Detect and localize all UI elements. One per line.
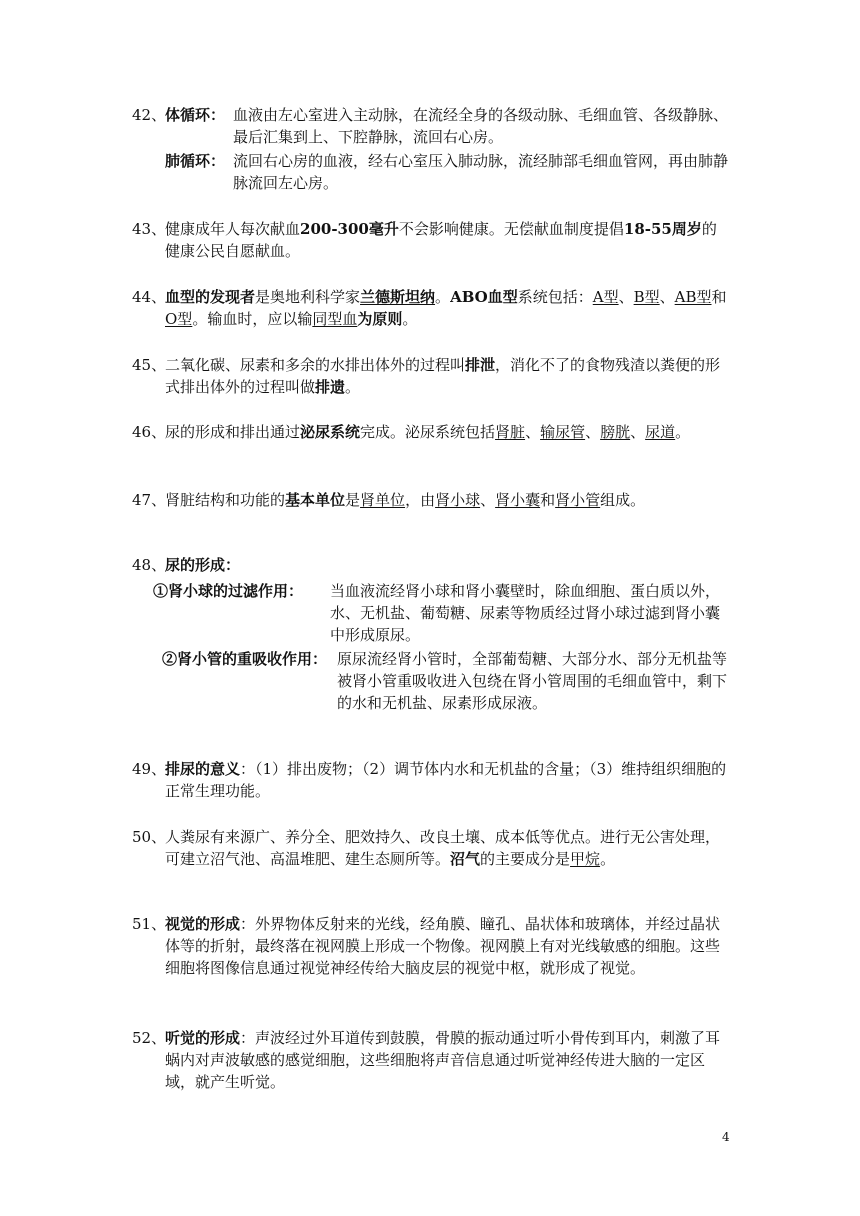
tubular-reabsorption-text: 原尿流经肾小管时，全部葡萄糖、大部分水、部分无机盐等被肾小管重吸收进入包绕在肾小管周围的毛细血管中，剩下的水和无机盐、尿素形成尿液。	[337, 650, 728, 712]
item-text	[165, 913, 731, 979]
item-number: 51、	[132, 915, 167, 933]
bold-term: 18-55周岁	[623, 220, 702, 238]
item-number: 47、	[132, 491, 167, 509]
item-number: 43、	[132, 220, 167, 238]
underlined-term: 尿道	[645, 423, 676, 441]
text-run: 、	[525, 423, 541, 441]
item-text	[165, 354, 731, 398]
underlined-term: 甲烷	[570, 850, 601, 868]
text-run: ：（1）排出废物；（2）调节体内水和无机盐的含量；（3）维持组织细胞的正常生理功能。	[165, 760, 727, 800]
underlined-term: 兰德斯坦纳	[360, 288, 436, 306]
text-run: 。	[600, 850, 616, 868]
underlined-term: 肾小球	[435, 491, 481, 509]
item-number: 42、	[132, 106, 167, 124]
text-run: 、	[480, 491, 496, 509]
bold-term: 排泄	[465, 356, 496, 374]
item-42	[133, 104, 733, 194]
item-number: 45、	[132, 356, 167, 374]
item-number: 48、	[132, 556, 167, 574]
text-run: ：外界物体反射来的光线，经角膜、瞳孔、晶状体和玻璃体，并经过晶状体等的折射，最终落在视网膜上形成一个物像。视网膜上有对光线敏感的细胞。这些细胞将图像信息通过视觉神经传给大脑皮层的视觉中枢，就形成了视觉。	[165, 915, 721, 977]
underlined-term: 同型血	[312, 310, 358, 328]
bold-term: 听觉的形成	[165, 1029, 241, 1047]
text-run: 。	[675, 423, 691, 441]
text-run: 尿的形成和排出通过	[165, 423, 301, 441]
item-number: 44、	[132, 288, 167, 306]
text-run: 、	[630, 423, 646, 441]
item-number: 52、	[132, 1029, 167, 1047]
text-run: 系统包括：	[517, 288, 593, 306]
text-run: 。输血时，应以输	[192, 310, 313, 328]
text-run: 和	[711, 288, 727, 306]
item-text	[165, 489, 731, 511]
term-label: 体循环：	[165, 106, 226, 124]
text-run: ，由	[405, 491, 436, 509]
text-run: 完成。泌尿系统包括	[360, 423, 496, 441]
underlined-term: 肾小管	[555, 491, 601, 509]
underlined-term: 输尿管	[540, 423, 586, 441]
text-run: 、	[618, 288, 634, 306]
bold-term: 排尿的意义	[165, 760, 241, 778]
underlined-term: B型	[633, 288, 660, 306]
underlined-term: 肾脏	[495, 423, 526, 441]
item-text	[165, 1027, 731, 1093]
text-run: 是奥地利科学家	[255, 288, 361, 306]
text-run: 、	[585, 423, 601, 441]
text-run: 组成。	[600, 491, 646, 509]
text-run: 和	[540, 491, 556, 509]
term-label: 肺循环：	[165, 152, 226, 170]
bold-term: 泌尿系统	[300, 423, 361, 441]
text-run: 二氧化碳、尿素和多余的水排出体外的过程叫	[165, 356, 466, 374]
text-run: 。	[345, 378, 361, 396]
text-run: 。	[435, 288, 451, 306]
text-run: 、	[659, 288, 675, 306]
item-text	[165, 421, 731, 443]
tubular-reabsorption-label: ②肾小管的重吸收作用：	[162, 650, 328, 668]
bold-term: 沼气	[450, 850, 481, 868]
definition-text: 血液由左心室进入主动脉，在流经全身的各级动脉、毛细血管、各级静脉、最后汇集到上、下腔静脉，流回右心房。	[233, 106, 729, 146]
item-text	[165, 286, 731, 330]
page-number: 4	[722, 1130, 730, 1144]
definition-text: 流回右心房的血液，经右心室压入肺动脉，流经肺部毛细血管网，再由肺静脉流回左心房。	[233, 152, 729, 192]
text-run: ：声波经过外耳道传到鼓膜，骨膜的振动通过听小骨传到耳内，刺激了耳蜗内对声波敏感的感觉细胞，这些细胞将声音信息通过听觉神经传进大脑的一定区域，就产生听觉。	[165, 1029, 721, 1091]
item-number: 46、	[132, 423, 167, 441]
section-title: 尿的形成：	[165, 556, 241, 574]
bold-term: 血型的发现者	[165, 288, 256, 306]
underlined-term: O型	[165, 310, 193, 328]
text-run: 健康成年人每次献血	[165, 220, 301, 238]
item-48	[133, 554, 733, 714]
underlined-term: A型	[592, 288, 619, 306]
text-run: 人粪尿有来源广、养分全、肥效持久、改良土壤、成本低等优点。进行无公害处理，可建立沼气池、高温堆肥、建生态厕所等。	[165, 828, 721, 868]
text-run: ，消化不了的食物残渣以粪便的形式排出体外的过程叫做	[165, 356, 721, 396]
glomerular-filtration-text: 当血液流经肾小球和肾小囊壁时，除血细胞、蛋白质以外，水、无机盐、葡萄糖、尿素等物质经过肾小球过滤到肾小囊中形成原尿。	[330, 582, 721, 644]
underlined-term: 肾小囊	[495, 491, 541, 509]
text-run: 的主要成分是	[480, 850, 571, 868]
underlined-term: AB型	[674, 288, 712, 306]
glomerular-filtration-label: ①肾小球的过滤作用：	[153, 582, 304, 600]
bold-term: 基本单位	[285, 491, 346, 509]
item-number: 49、	[132, 760, 167, 778]
text-run: 肾脏结构和功能的	[165, 491, 286, 509]
bold-term: 200-300毫升	[300, 220, 399, 238]
item-text	[165, 218, 731, 262]
text-run: 的健康公民自愿献血。	[165, 220, 717, 260]
underlined-term: 膀胱	[600, 423, 631, 441]
item-text	[165, 758, 731, 802]
text-run: 是	[345, 491, 361, 509]
text-run: 。	[402, 310, 418, 328]
item-text	[165, 826, 731, 870]
underlined-term: 肾单位	[360, 491, 406, 509]
bold-term: 视觉的形成	[165, 915, 241, 933]
text-run: 不会影响健康。无偿献血制度提倡	[398, 220, 624, 238]
item-number: 50、	[132, 828, 167, 846]
bold-term: 为原则	[357, 310, 403, 328]
bold-term: ABO血型	[450, 288, 518, 306]
bold-term: 排遗	[315, 378, 346, 396]
